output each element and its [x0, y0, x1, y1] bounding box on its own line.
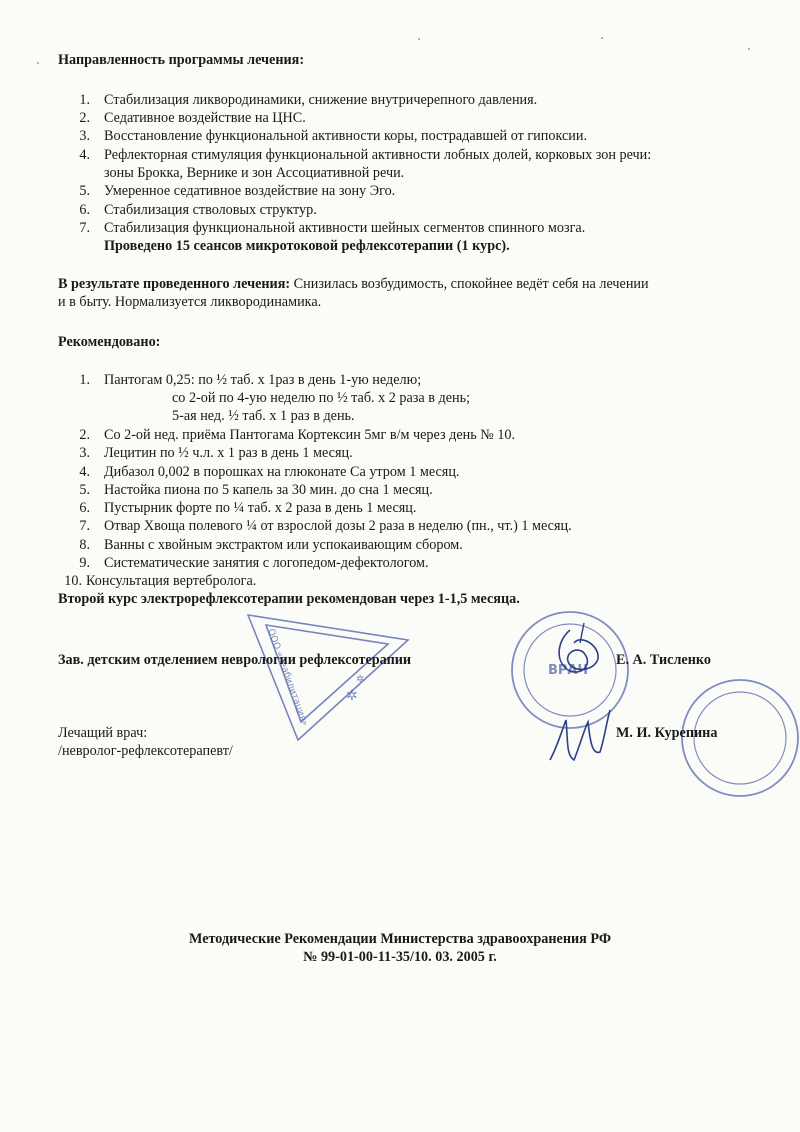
- recommended-item-number: 3.: [79, 445, 90, 461]
- result-paragraph: [58, 275, 649, 293]
- recommended-item-number: 1.: [79, 372, 90, 388]
- seal-text: ВРАЧ: [548, 663, 589, 678]
- program-item: Стабилизация стволовых структур.: [104, 202, 317, 218]
- recommended-item-number: 7.: [79, 518, 90, 534]
- program-item: Седативное воздействие на ЦНС.: [104, 110, 306, 126]
- recommended-item-number: 10.: [64, 573, 82, 589]
- program-item-number: 3.: [79, 128, 90, 144]
- stamp-text: ООО «Реабилитация»: [265, 627, 310, 728]
- recommended-heading: Рекомендовано:: [58, 334, 161, 350]
- sessions-note: Проведено 15 сеансов микротоковой рефлексотерапии (1 курс).: [104, 238, 510, 254]
- program-item-number: 2.: [79, 110, 90, 126]
- signature-head-icon: [540, 615, 620, 685]
- result-label: В результате проведенного лечения:: [58, 276, 291, 292]
- recommended-item: Пантогам 0,25: по ½ таб. х 1раз в день 1-ую неделю;: [104, 372, 422, 388]
- program-item-number: 5.: [79, 183, 90, 199]
- recommended-item: Систематические занятия с логопедом-дефектологом.: [104, 555, 429, 571]
- program-item: Восстановление функциональной активности коры, пострадавшей от гипоксии.: [104, 128, 588, 144]
- round-seal-icon: [488, 608, 800, 818]
- program-item: Умеренное седативное воздействие на зону Эго.: [104, 183, 396, 199]
- doctor-specialty: /невролог-рефлексотерапевт/: [58, 743, 233, 759]
- scan-speck: [418, 38, 420, 40]
- triangle-stamp-icon: [238, 600, 418, 750]
- recommended-item-number: 2.: [79, 427, 90, 443]
- program-item-number: 6.: [79, 202, 90, 218]
- recommended-item: Настойка пиона по 5 капель за 30 мин. до сна 1 месяц.: [104, 482, 433, 498]
- recommended-item-number: 6.: [79, 500, 90, 516]
- scan-speck: [748, 48, 750, 50]
- recommended-item: Отвар Хвоща полевого ¼ от взрослой дозы 2 раза в неделю (пн., чт.) 1 месяц.: [104, 518, 572, 534]
- program-item-number: 7.: [79, 220, 90, 236]
- second-course-note: Второй курс электрорефлексотерапии рекомендован через 1-1,5 месяца.: [58, 591, 520, 607]
- recommended-item-number: 8.: [79, 537, 90, 553]
- program-item: Рефлекторная стимуляция функциональной активности лобных долей, корковых зон речи:: [104, 147, 652, 163]
- recommended-subline: 5-ая нед. ½ таб. х 1 раз в день.: [172, 408, 355, 424]
- signature-doctor-icon: [540, 700, 620, 780]
- program-item-number: 1.: [79, 92, 90, 108]
- head-name: Е. А. Тисленко: [616, 652, 711, 668]
- recommended-item: Лецитин по ½ ч.л. х 1 раз в день 1 месяц.: [104, 445, 353, 461]
- recommended-item-number: 4.: [79, 464, 90, 480]
- footer-line-2: № 99-01-00-11-35/10. 03. 2005 г.: [303, 949, 497, 965]
- program-item: Стабилизация функциональной активности шейных сегментов спинного мозга.: [104, 220, 586, 236]
- scan-speck: [601, 37, 603, 39]
- program-heading: Направленность программы лечения:: [58, 52, 305, 68]
- recommended-subline: со 2-ой по 4-ую неделю по ½ таб. х 2 раза в день;: [172, 390, 471, 406]
- footer-line-1: Методические Рекомендации Министерства здравоохранения РФ: [188, 931, 611, 947]
- recommended-item: Пустырник форте по ¼ таб. х 2 раза в день 1 месяц.: [104, 500, 417, 516]
- svg-text:✲: ✲: [346, 688, 358, 704]
- recommended-item-number: 5.: [79, 482, 90, 498]
- result-text: Снизилась возбудимость, спокойнее ведёт себя на лечении: [290, 276, 649, 292]
- doctor-name: М. И. Курепина: [616, 725, 718, 741]
- svg-text:✲: ✲: [356, 674, 365, 685]
- head-title: Зав. детским отделением неврологии рефлексотерапии: [58, 652, 412, 668]
- recommended-item: Дибазол 0,002 в порошках на глюконате Са утром 1 месяц.: [104, 464, 460, 480]
- recommended-item-number: 9.: [79, 555, 90, 571]
- scan-speck: [37, 62, 39, 64]
- recommended-item: Ванны с хвойным экстрактом или успокаивающим сбором.: [104, 537, 463, 553]
- program-item: Стабилизация ликвородинамики, снижение внутричерепного давления.: [104, 92, 538, 108]
- recommended-item: Со 2-ой нед. приёма Пантогама Кортексин 5мг в/м через день № 10.: [104, 427, 516, 443]
- doctor-title: Лечащий врач:: [58, 725, 148, 741]
- result-text-line2: и в быту. Нормализуется ликвородинамика.: [58, 294, 322, 310]
- program-item-continuation: зоны Брокка, Вернике и зон Ассоциативной речи.: [104, 165, 405, 181]
- program-item-number: 4.: [79, 147, 90, 163]
- recommended-item: Консультация вертебролога.: [86, 573, 257, 589]
